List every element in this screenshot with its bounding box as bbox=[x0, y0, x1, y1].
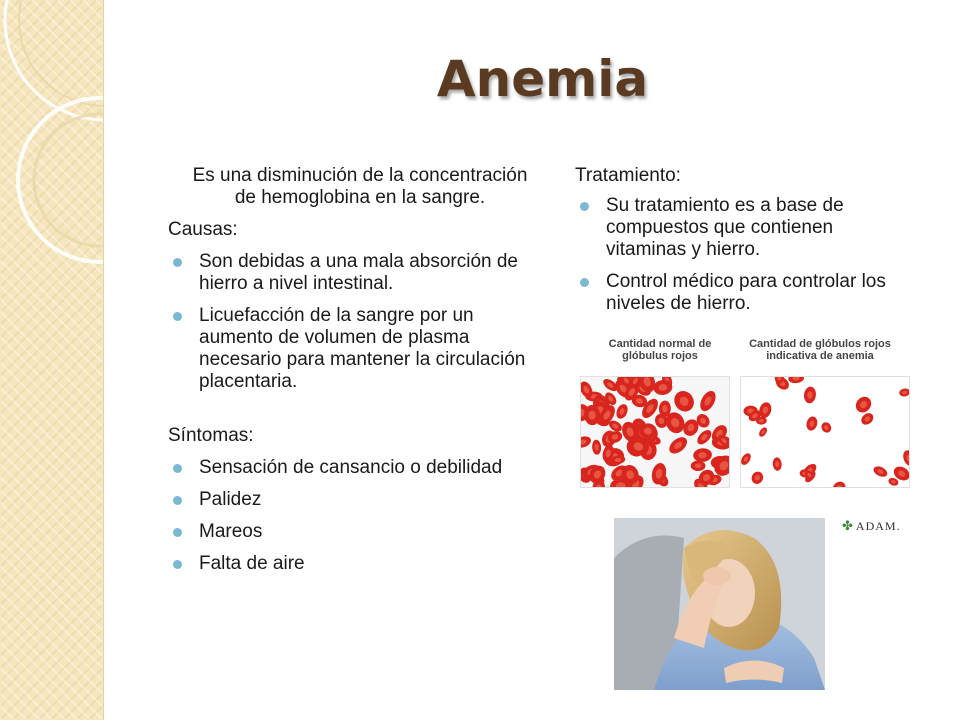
list-item: Control médico para controlar los niveles de hierro. bbox=[575, 271, 910, 315]
red-blood-cell bbox=[901, 448, 910, 467]
red-blood-cell bbox=[899, 388, 910, 397]
treatment-list bbox=[575, 195, 910, 315]
red-blood-cell bbox=[758, 426, 769, 438]
red-blood-cell bbox=[805, 415, 819, 432]
list-item: Palidez bbox=[168, 489, 538, 511]
red-blood-cell bbox=[803, 386, 817, 404]
list-item: Falta de aire bbox=[168, 553, 538, 575]
normal-cells-panel bbox=[580, 376, 730, 488]
definition-text: Es una disminución de la concentración de hemoglobina en la sangre. bbox=[192, 165, 528, 208]
left-column bbox=[168, 165, 538, 585]
list-item: Su tratamiento es a base de compuestos que contienen vitaminas y hierro. bbox=[575, 195, 910, 261]
decorative-side-strip bbox=[0, 0, 104, 720]
causes-heading: Causas: bbox=[168, 219, 238, 240]
list-item: Mareos bbox=[168, 521, 538, 543]
red-blood-cell bbox=[819, 420, 833, 434]
red-blood-cell bbox=[872, 464, 889, 479]
red-blood-cell bbox=[695, 427, 714, 446]
treatment-heading: Tratamiento: bbox=[575, 165, 681, 186]
red-blood-cell bbox=[859, 411, 876, 427]
red-blood-cell bbox=[581, 434, 592, 449]
red-blood-cell bbox=[614, 402, 630, 420]
red-blood-cell bbox=[693, 448, 713, 463]
symptoms-list bbox=[168, 457, 538, 575]
right-column bbox=[575, 165, 910, 325]
list-item: Sensación de cansancio o debilidad bbox=[168, 457, 538, 479]
slide-title: Anemia bbox=[436, 50, 649, 108]
symptoms-heading: Síntomas: bbox=[168, 425, 254, 446]
red-blood-cell bbox=[697, 388, 719, 413]
red-blood-cell bbox=[830, 479, 848, 488]
list-item: Licuefacción de la sangre por un aumento de volumen de plasma necesario para mantener la circulación placentaria. bbox=[168, 305, 538, 393]
anemia-cells-caption: Cantidad de glóbulos rojos indicativa de anemia bbox=[749, 338, 891, 362]
red-blood-cell bbox=[670, 387, 698, 415]
red-blood-cell bbox=[691, 461, 706, 472]
red-blood-cell bbox=[853, 394, 875, 416]
blood-cell-comparison-image bbox=[580, 338, 910, 498]
red-blood-cell bbox=[788, 377, 804, 384]
red-blood-cell bbox=[772, 457, 782, 471]
adam-logo: ✤ ADAM. bbox=[842, 518, 901, 533]
red-blood-cell bbox=[750, 470, 766, 486]
red-blood-cell bbox=[666, 434, 690, 457]
leaf-icon: ✤ bbox=[842, 518, 854, 533]
normal-cells-caption: Cantidad normal de glóbulus rojos bbox=[608, 338, 712, 362]
list-item: Son debidas a una mala absorción de hierro a nivel intestinal. bbox=[168, 251, 538, 295]
red-blood-cell bbox=[592, 439, 602, 455]
tired-woman-photo bbox=[614, 518, 825, 690]
causes-list bbox=[168, 251, 538, 393]
red-blood-cell bbox=[741, 452, 753, 467]
anemia-cells-panel bbox=[740, 376, 910, 488]
